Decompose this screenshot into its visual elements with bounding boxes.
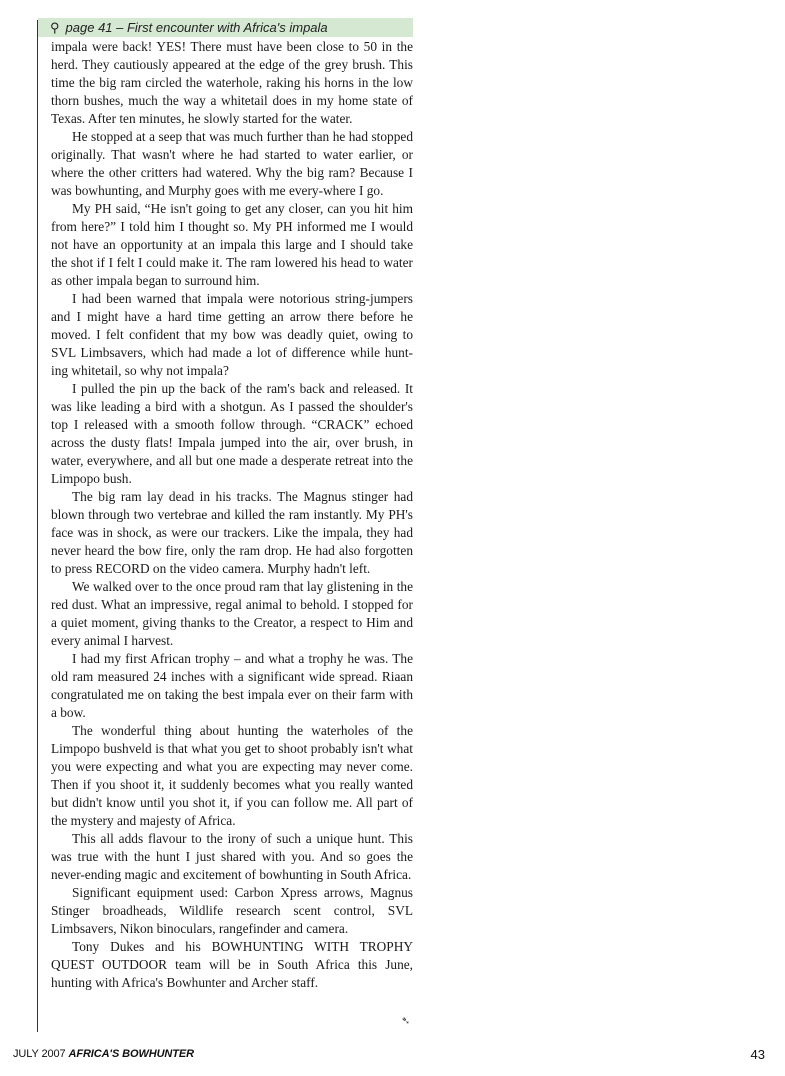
column-rule [37,20,38,1032]
paragraph: I pulled the pin up the back of the ram's back and released. It was like leading a bird with a shotgun. As I passed the shoulder's top I released with a smooth follow through. “CRACK” echoed across the dusty flats! Impala jumped into the air, over brush, in water, everywhere, and all but one made a desperate retreat into the Limpopo bush. [51,381,413,486]
footer-magazine-name: AFRICA'S BOWHUNTER [68,1048,194,1060]
paragraph: The big ram lay dead in his tracks. The Magnus stinger had blown through two vertebrae and killed the ram instantly. My PH's face was in shock, as were our trackers. Like the impala, they had never heard the bow fire, only the ram drop. He had also forgotten to press RECORD on the video camera. Murphy hadn't left. [51,489,413,576]
archer-icon: ⚲ [50,19,60,35]
banner-text: page 41 – First encounter with Africa's impala [65,20,328,35]
paragraph: I had my first African trophy – and what a trophy he was. The old ram measured 24 inches with a significant wide spread. Riaan congratulated me on taking the best impala ever on their farm with a bow. [51,651,413,720]
paragraph: My PH said, “He isn't going to get any closer, can you hit him from here?” I told him I thought so. My PH informed me I would not have an opportunity at an impala this large and I should take the shot if I felt I could make it. The ram lowered his head to water as other impala began to surround him. [51,201,413,288]
footer-issue-line [13,1048,194,1060]
paragraph: Significant equipment used: Carbon Xpress arrows, Magnus Stinger broadheads, Wildlife research scent control, SVL Limbsavers, Nikon binoculars, rangefinder and camera. [51,885,413,936]
paragraph: We walked over to the once proud ram that lay glistening in the red dust. What an impressive, regal animal to behold. I stopped for a quiet moment, giving thanks to the Creator, a respect to Him and every animal I harvest. [51,579,413,648]
paragraph: This all adds flavour to the irony of such a unique hunt. This was true with the hunt I just shared with you. And so goes the never-ending magic and excitement of bowhunting in South Africa. [51,831,413,882]
paragraph: Tony Dukes and his BOWHUNTING WITH TROPHY QUEST OUTDOOR team will be in South Africa this June, hunting with Africa's Bowhunter and Archer staff. [51,939,413,990]
article-body [51,38,413,992]
end-of-article-icon: ➴ [401,1014,411,1027]
paragraph: I had been warned that impala were notorious string-jumpers and I might have a hard time getting an arrow there before he moved. I felt confident that my bow was deadly quiet, owing to SVL Limbsavers, which had made a lot of difference while hunt-ing whitetail, so why not impala? [51,291,413,378]
continuation-banner [38,18,413,37]
paragraph: The wonderful thing about hunting the waterholes of the Limpopo bushveld is that what you get to shoot probably isn't what you were expecting and what you are expecting may never come. Then if you shoot it, it suddenly becomes what you really wanted but didn't know until you shot it, if you can follow me. All part of the mystery and majesty of Africa. [51,723,413,828]
paragraph: impala were back! YES! There must have been close to 50 in the herd. They cautiously appeared at the edge of the grey brush. This time the big ram circled the waterhole, raking his horns in the low thorn bushes, much the way a whitetail does in my home state of Texas. After ten minutes, he slowly started for the water. [51,39,413,126]
paragraph: He stopped at a seep that was much further than he had stopped originally. That wasn't where he had started to water earlier, or where the other critters had watered. Why the big ram? Because I was bowhunting, and Murphy goes with me every-where I go. [51,129,413,198]
page-number: 43 [750,1047,765,1062]
footer-issue: JULY 2007 [13,1048,66,1060]
